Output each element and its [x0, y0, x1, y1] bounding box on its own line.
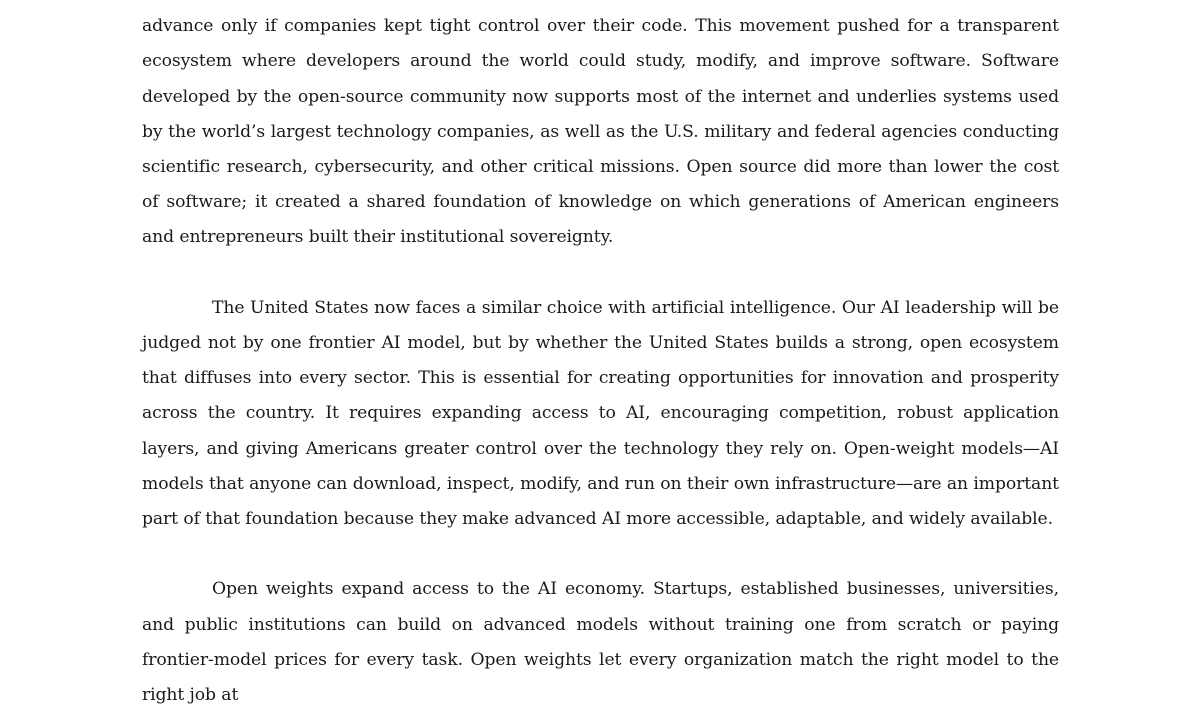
paragraph-open-source-history: advance only if companies kept tight control over their code. This movement pushed for a transparent ecosystem where developers around the world could study, modify, and improve software. Software developed by the open-source community now supports most of the internet and underlies systems used by the world’s largest technology companies, as well as the U.S. military and federal agencies conducting scientific research, cybersecurity, and other critical missions. Open source did more than lower the cost of software; it created a shared foundation of knowledge on which generations of American engineers and entrepreneurs built their institutional sovereignty. — [142, 16, 1059, 248]
document-body — [142, 0, 1059, 713]
paragraph-open-weights-access: Open weights expand access to the AI economy. Startups, established businesses, universities, and public institutions can build on advanced models without training one from scratch or paying frontier-model prices for every task. Open weights let every organization match the right model to the right job at — [142, 579, 1059, 706]
paragraph-ai-choice: The United States now faces a similar choice with artificial intelligence. Our AI leadership will be judged not by one frontier AI model, but by whether the United States builds a strong, open ecosystem that diffuses into every sector. This is essential for creating opportunities for innovation and prosperity across the country. It requires expanding access to AI, encouraging competition, robust application layers, and giving Americans greater control over the technology they rely on. Open-weight models—AI models that anyone can download, inspect, modify, and run on their own infrastructure—are an important part of that foundation because they make advanced AI more accessible, adaptable, and widely available. — [142, 297, 1059, 530]
